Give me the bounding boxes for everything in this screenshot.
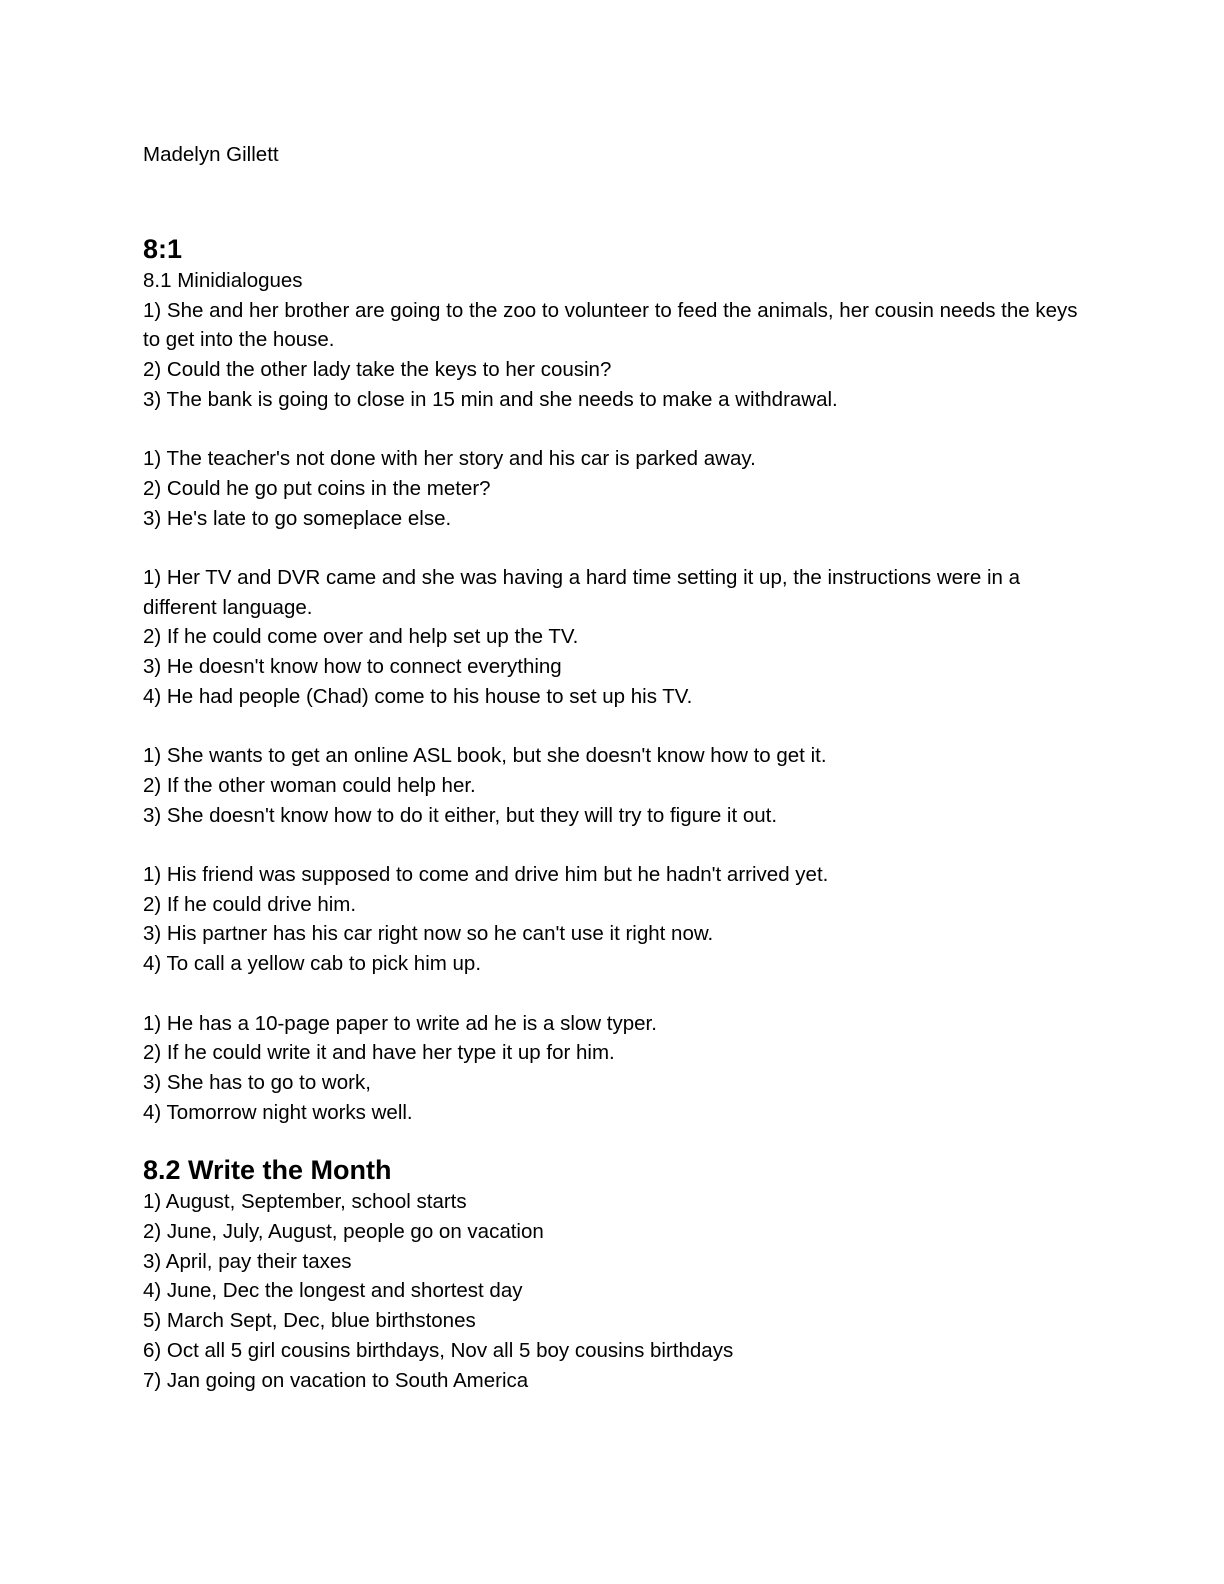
dialogue-line: 2) If he could write it and have her type it up for him.: [143, 1041, 615, 1065]
month-answer: 4) June, Dec the longest and shortest day: [143, 1279, 523, 1303]
dialogue-line: 3) His partner has his car right now so he can't use it right now.: [143, 922, 714, 946]
dialogue-line: 1) Her TV and DVR came and she was having a hard time setting it up, the instructions were in a different language.: [143, 566, 1021, 619]
dialogue-line: 2) If he could drive him.: [143, 892, 357, 916]
dialogue-group-3: [143, 563, 1083, 712]
dialogue-group-2: [143, 444, 1083, 533]
month-answer: 7) Jan going on vacation to South America: [143, 1368, 529, 1392]
dialogue-line: 2) Could he go put coins in the meter?: [143, 476, 491, 500]
dialogue-line: 3) The bank is going to close in 15 min and she needs to make a withdrawal.: [143, 387, 838, 411]
dialogue-line: 3) He doesn't know how to connect everything: [143, 655, 562, 679]
section-heading-8-2: 8.2 Write the Month: [143, 1155, 392, 1186]
month-answer: 1) August, September, school starts: [143, 1190, 467, 1214]
dialogue-line: 1) His friend was supposed to come and drive him but he hadn't arrived yet.: [143, 863, 829, 886]
dialogue-line: 3) She doesn't know how to do it either, but they will try to figure it out.: [143, 803, 778, 827]
dialogue-line: 4) Tomorrow night works well.: [143, 1100, 413, 1124]
month-answer: 3) April, pay their taxes: [143, 1249, 352, 1273]
month-answer: 6) Oct all 5 girl cousins birthdays, Nov all 5 boy cousins birthdays: [143, 1338, 734, 1362]
month-answer: 5) March Sept, Dec, blue birthstones: [143, 1309, 476, 1333]
section-heading-8-1: 8:1: [143, 234, 183, 264]
dialogue-group-6: [143, 1009, 1083, 1128]
author-name: Madelyn Gillett: [143, 143, 279, 166]
dialogue-line: 1) The teacher's not done with her story and his car is parked away.: [143, 447, 756, 471]
dialogue-group-5: [143, 860, 1083, 979]
dialogue-line: 2) If he could come over and help set up the TV.: [143, 625, 579, 649]
minidialogues-list: [143, 296, 1083, 1128]
dialogue-line: 2) If the other woman could help her.: [143, 773, 476, 797]
dialogue-line: 1) She and her brother are going to the zoo to volunteer to feed the animals, her cousin needs the keys to get into the house.: [143, 298, 1078, 352]
month-answers-list: [143, 1187, 1083, 1395]
dialogue-line: 2) Could the other lady take the keys to her cousin?: [143, 358, 612, 382]
document-body: [143, 140, 1083, 1395]
dialogue-line: 1) She wants to get an online ASL book, but she doesn't know how to get it.: [143, 744, 827, 768]
dialogue-group-1: [143, 296, 1083, 415]
dialogue-line: 3) She has to go to work,: [143, 1070, 371, 1094]
dialogue-group-4: [143, 741, 1083, 830]
dialogue-line: 4) He had people (Chad) come to his house to set up his TV.: [143, 684, 693, 708]
month-answer: 2) June, July, August, people go on vacation: [143, 1220, 544, 1244]
dialogue-line: 1) He has a 10-page paper to write ad he is a slow typer.: [143, 1011, 657, 1035]
dialogue-line: 4) To call a yellow cab to pick him up.: [143, 952, 482, 976]
dialogue-line: 3) He's late to go someplace else.: [143, 506, 452, 530]
section-subtitle: 8.1 Minidialogues: [143, 269, 303, 292]
